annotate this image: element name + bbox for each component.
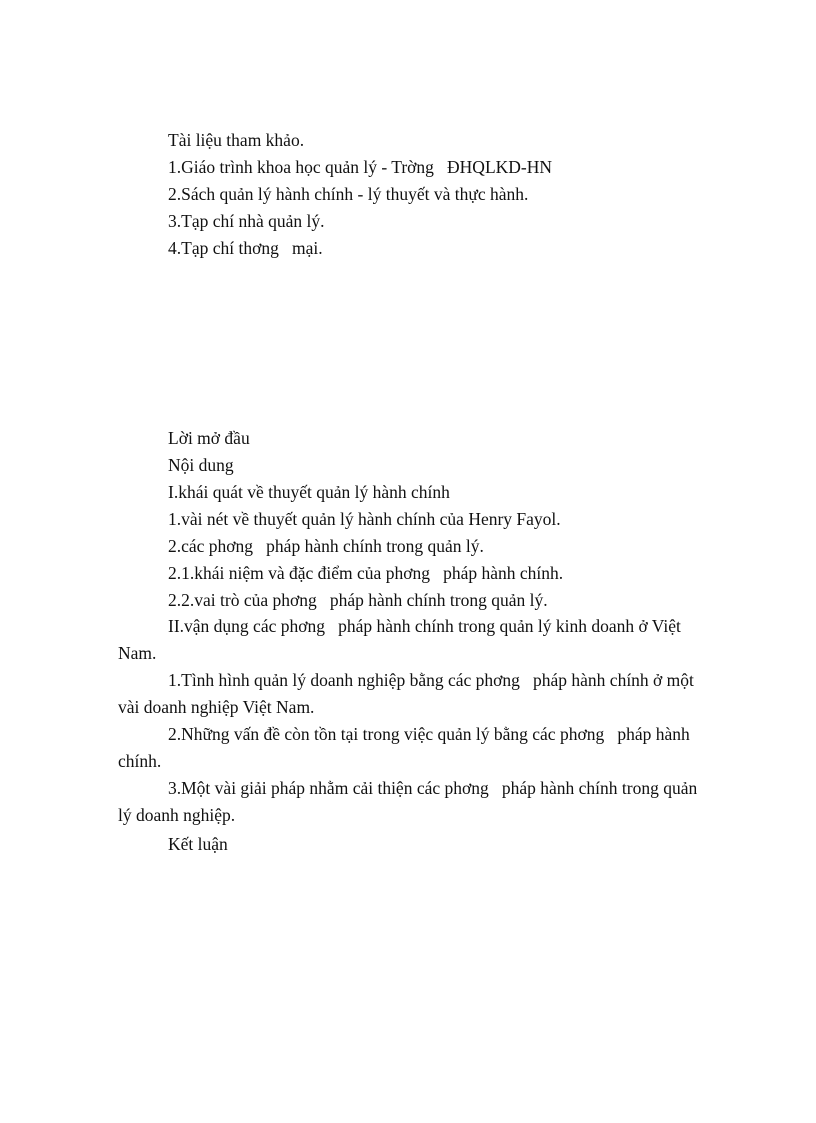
outline-item-1-2: 2.các phơng pháp hành chính trong quản lý. [168, 536, 484, 556]
outline-item-1-1: 1.vài nét về thuyết quản lý hành chính của Henry Fayol. [168, 509, 561, 529]
reference-item-3: 3.Tạp chí nhà quản lý. [168, 211, 325, 231]
references-heading: Tài liệu tham khảo. [168, 130, 305, 150]
outline-content: Nội dung [168, 455, 234, 475]
outline-item-2-1: 1.Tình hình quản lý doanh nghiệp bằng các phơng pháp hành chính ở một vài doanh nghiệp Việt Nam. [118, 670, 699, 717]
outline-part-1: I.khái quát về thuyết quản lý hành chính [168, 482, 450, 502]
reference-item-1: 1.Giáo trình khoa học quản lý - Trờng ĐHQLKD-HN [168, 157, 553, 177]
outline-item-1-2-1: 2.1.khái niệm và đặc điểm của phơng pháp hành chính. [168, 563, 564, 583]
outline-item-2-2: 2.Những vấn đề còn tồn tại trong việc quản lý bằng các phơng pháp hành chính. [118, 724, 695, 771]
reference-item-2: 2.Sách quản lý hành chính - lý thuyết và thực hành. [168, 184, 529, 204]
outline-item-1-2-2: 2.2.vai trò của phơng pháp hành chính trong quản lý. [168, 590, 548, 610]
outline-part-2: II.vận dụng các phơng pháp hành chính trong quản lý kinh doanh ở Việt Nam. [118, 616, 686, 663]
reference-item-4: 4.Tạp chí thơng mại. [168, 238, 323, 258]
outline-conclusion: Kết luận [168, 834, 228, 854]
outline-item-2-3: 3.Một vài giải pháp nhằm cải thiện các phơng pháp hành chính trong quản lý doanh nghiệp. [118, 778, 702, 825]
outline-intro: Lời mở đầu [168, 428, 250, 448]
